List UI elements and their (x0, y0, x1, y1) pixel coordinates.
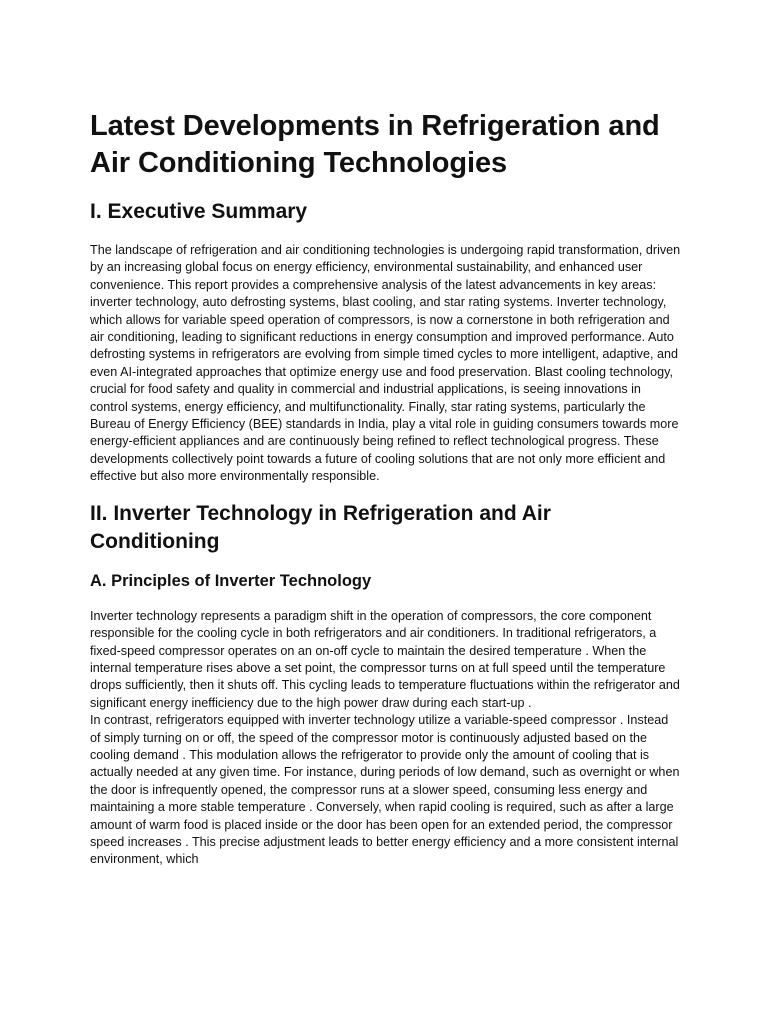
document-page (90, 108, 682, 869)
subsection-heading-principles: A. Principles of Inverter Technology (90, 571, 372, 590)
section-heading-executive-summary: I. Executive Summary (90, 200, 308, 223)
executive-summary-paragraph: The landscape of refrigeration and air conditioning technologies is undergoing rapid transformation, driven by an increasing global focus on energy efficiency, environmental sustainability, and enhanced user convenience. This report provides a comprehensive analysis of the latest advancements in key areas: inverter technology, auto defrosting systems, blast cooling, and star rating systems. Inverter technology, which allows for variable speed operation of compressors, is now a cornerstone in both refrigeration and air conditioning, leading to significant reductions in energy consumption and improved performance. Auto defrosting systems in refrigerators are evolving from simple timed cycles to more intelligent, adaptive, and even AI-integrated approaches that optimize energy use and food preservation. Blast cooling technology, crucial for food safety and quality in commercial and industrial applications, is seeing innovations in control systems, energy efficiency, and multifunctionality. Finally, star rating systems, particularly the Bureau of Energy Efficiency (BEE) standards in India, play a vital role in guiding consumers towards more energy-efficient appliances and are continuously being refined to reflect technological progress. These developments collectively point towards a future of cooling solutions that are not only more efficient and effective but also more environmentally responsible. (90, 243, 681, 484)
principles-paragraph-2: In contrast, refrigerators equipped with inverter technology utilize a variable-speed compressor . Instead of simply turning on or off, the speed of the compressor motor is continuously adjusted based on the cooling demand . This modulation allows the refrigerator to provide only the amount of cooling that is actually needed at any given time. For instance, during periods of low demand, such as overnight or when the door is infrequently opened, the compressor runs at a slower speed, consuming less energy and maintaining a more stable temperature . Conversely, when rapid cooling is required, such as after a large amount of warm food is placed inside or the door has been open for an extended period, the compressor speed increases . This precise adjustment leads to better energy efficiency and a more consistent internal environment, which (90, 713, 680, 867)
section-heading-inverter-technology: II. Inverter Technology in Refrigeration and Air Conditioning (90, 501, 551, 553)
principles-paragraph-1: Inverter technology represents a paradigm shift in the operation of compressors, the core component responsible for the cooling cycle in both refrigerators and air conditioners. In traditional refrigerators, a fixed-speed compressor operates on an on-off cycle to maintain the desired temperature . When the internal temperature rises above a set point, the compressor turns on at full speed until the temperature drops sufficiently, then it shuts off. This cycling leads to temperature fluctuations within the refrigerator and significant energy inefficiency due to the high power draw during each start-up . (90, 608, 680, 710)
document-title: Latest Developments in Refrigeration and Air Conditioning Technologies (90, 110, 660, 179)
